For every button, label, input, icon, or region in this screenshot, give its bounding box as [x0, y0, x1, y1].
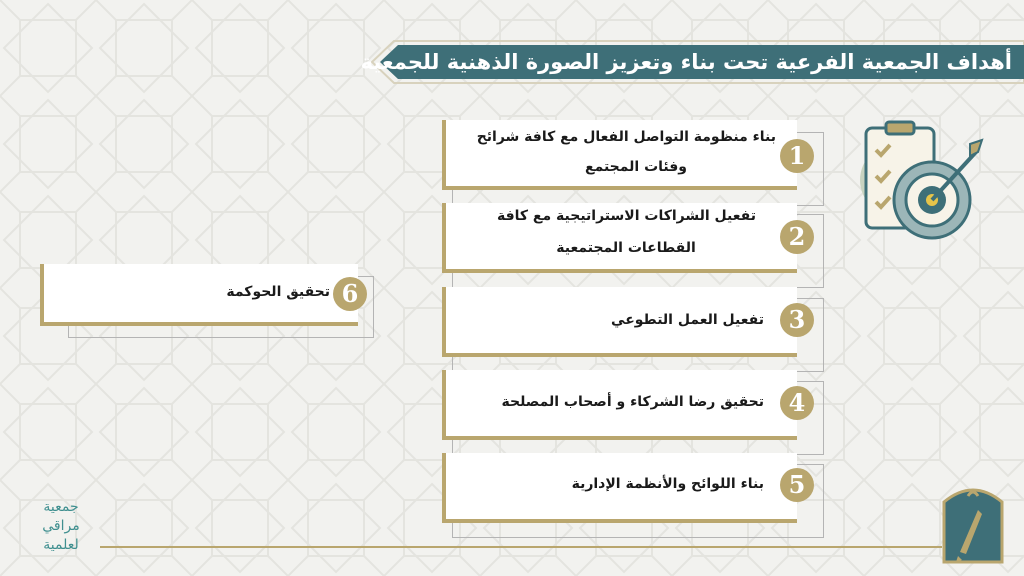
page-title: أهداف الجمعية الفرعية تحت بناء وتعزيز الصورة الذهنية للجمعية [360, 50, 1012, 74]
scroll-quill-icon [938, 482, 1008, 568]
goal-6-label: تحقيق الحوكمة [226, 284, 330, 300]
goal-2-line1: تفعيل الشراكات الاستراتيجية مع كافة [497, 208, 756, 224]
goal-3-label: تفعيل العمل التطوعي [611, 312, 764, 328]
goals-target-checklist-icon [852, 118, 992, 248]
goal-number-6: 6 [333, 277, 367, 311]
logo-line1: جمعية [43, 499, 79, 515]
goal-1-line2: وفئات المجتمع [585, 159, 687, 175]
goal-number-3: 3 [780, 303, 814, 337]
goal-5-label: بناء اللوائح والأنظمة الإدارية [571, 476, 764, 492]
association-logo [26, 498, 96, 555]
footer-gold-line [100, 546, 942, 548]
goal-1-line1: بناء منظومة التواصل الفعال مع كافة شرائح [476, 129, 776, 145]
goal-2-line2: القطاعات المجتمعية [556, 240, 696, 256]
goal-number-2: 2 [780, 220, 814, 254]
goal-number-4: 4 [780, 386, 814, 420]
title-banner [360, 39, 1024, 85]
logo-line3: لعلمية [43, 537, 79, 553]
logo-line2: مراقي [42, 518, 80, 534]
goal-number-1: 1 [780, 139, 814, 173]
goal-4-label: تحقيق رضا الشركاء و أصحاب المصلحة [501, 394, 764, 410]
goal-number-5: 5 [780, 468, 814, 502]
